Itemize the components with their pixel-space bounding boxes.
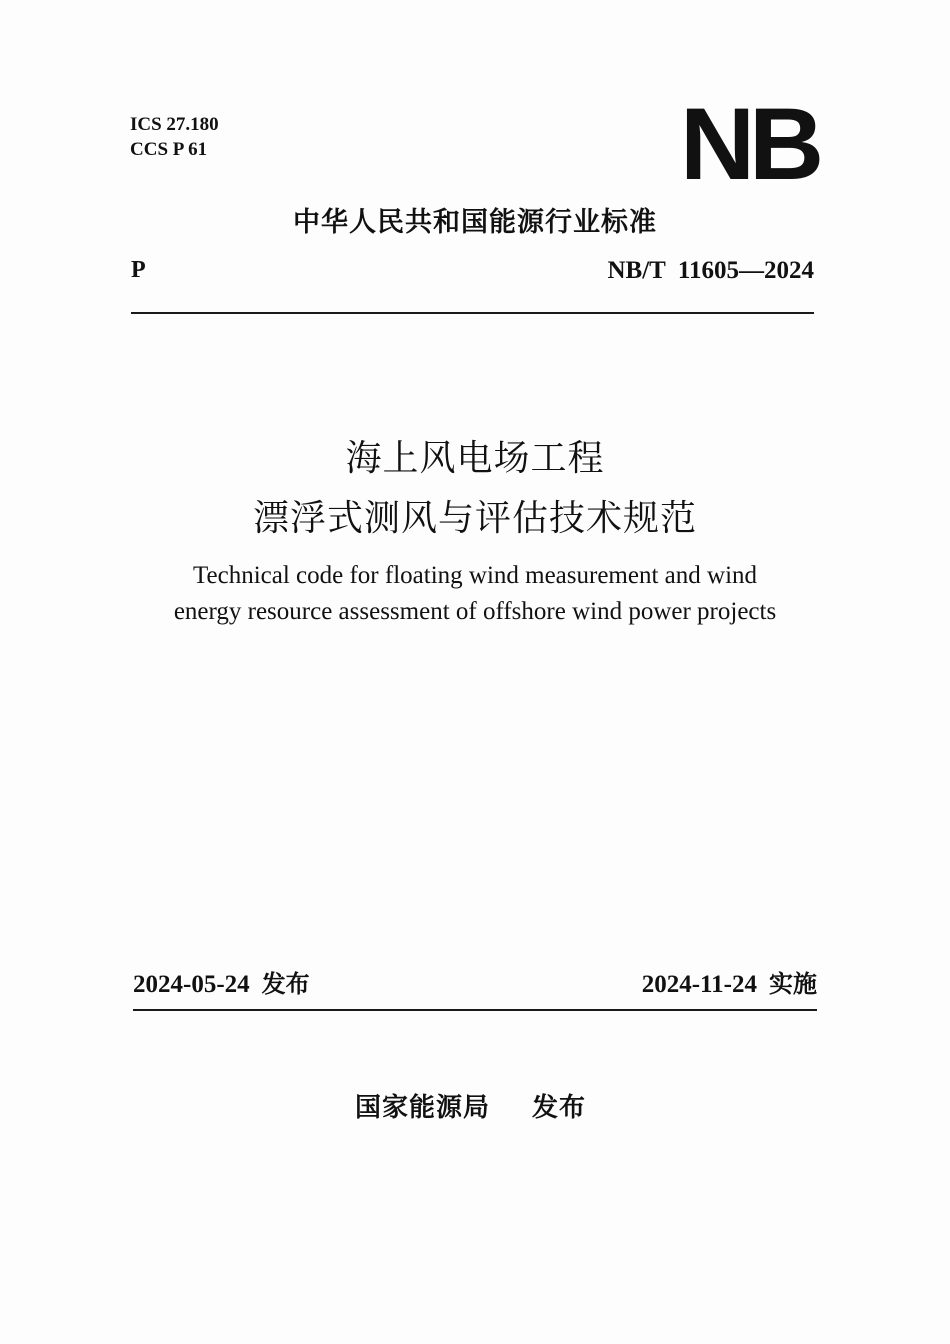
classification-letter: P — [131, 257, 146, 283]
title-en-line-2: energy resource assessment of offshore wind power projects — [173, 598, 777, 625]
ics-code: ICS 27.180 — [130, 114, 219, 135]
title-en-line-1: Technical code for floating wind measurement and wind — [192, 562, 758, 589]
bottom-divider — [133, 1009, 817, 1011]
title-cn-line-2: 漂浮式测风与评估技术规范 — [252, 498, 697, 538]
title-cn-line-1: 海上风电场工程 — [345, 438, 605, 478]
publisher-name: 国家能源局 — [355, 1093, 491, 1123]
nb-logo: NB — [680, 87, 819, 201]
implement-label: 实施 — [769, 970, 817, 998]
standard-number: NB/T 11605—2024 — [607, 257, 814, 284]
top-divider — [131, 312, 814, 314]
ccs-code: CCS P 61 — [130, 139, 208, 160]
implement-date-block — [642, 964, 817, 999]
implement-date: 2024-11-24 — [641, 971, 757, 998]
standard-type-heading: 中华人民共和国能源行业标准 — [293, 207, 657, 238]
issue-label: 发布 — [261, 970, 310, 998]
issue-date: 2024-05-24 — [133, 971, 250, 998]
classification-codes — [130, 112, 219, 162]
publisher-action: 发布 — [532, 1093, 587, 1123]
publisher-block — [355, 1087, 586, 1124]
issue-date-block — [133, 964, 310, 999]
